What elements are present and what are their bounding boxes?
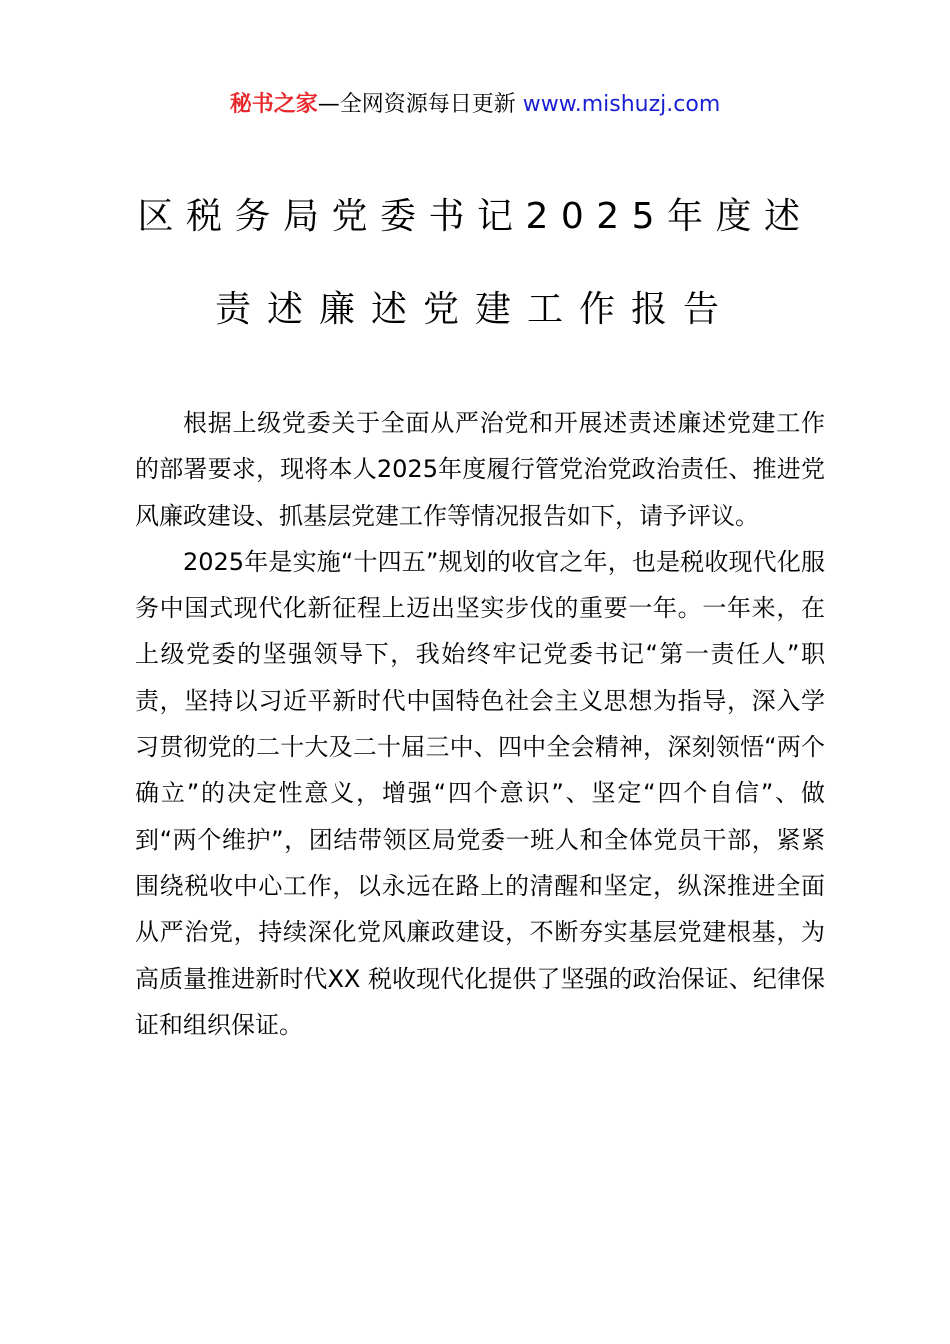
site-slogan: —全网资源每日更新: [317, 92, 516, 117]
document-title-line-2: 责述廉述党建工作报告: [214, 289, 735, 330]
site-name: 秘书之家: [229, 92, 318, 117]
paragraph-intro: 根据上级党委关于全面从严治党和开展述责述廉述党建工作的部署要求，现将本人2025年度履行管党治党政治责任、推进党风廉政建设、抓基层党建工作等情况报告如下，请予评议。: [135, 409, 825, 530]
paragraph-overview: 2025年是实施“十四五”规划的收官之年，也是税收现代化服务中国式现代化新征程上迈出坚实步伐的重要一年。一年来，在上级党委的坚强领导下，我始终牢记党委书记“第一责任人”职责，坚持以习近平新时代中国特色社会主义思想为指导，深入学习贯彻党的二十大及二十届三中、四中全会精神，深刻领悟“两个确立”的决定性意义，增强“四个意识”、坚定“四个自信”、做到“两个维护”，团结带领区局党委一班人和全体党员干部，紧紧围绕税收中心工作，以永远在路上的清醒和坚定，纵深推进全面从严治党，持续深化党风廉政建设，不断夯实基层党建根基，为高质量推进新时代XX 税收现代化提供了坚强的政治保证、纪律保证和组织保证。: [135, 547, 825, 1039]
site-banner: [0, 88, 950, 122]
site-url-link[interactable]: www.mishuzj.com: [515, 92, 721, 117]
document-body: [135, 400, 825, 1048]
document-title-line-1: 区税务局党委书记2025年度述: [137, 196, 813, 237]
